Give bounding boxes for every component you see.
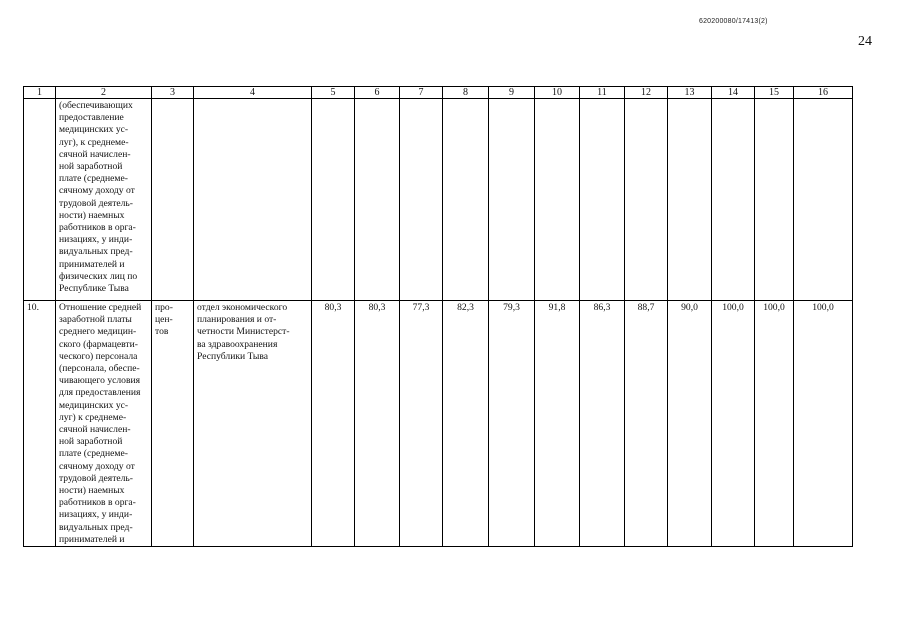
cell-text-line: ной заработной <box>59 161 123 173</box>
value-cell <box>312 99 355 301</box>
value-cell <box>794 99 853 301</box>
value-cell: 80,3 <box>355 301 400 547</box>
document-code: 620200080/17413(2) <box>699 18 768 25</box>
column-header: 9 <box>489 87 535 99</box>
cell-text-line: низациях, у инди- <box>59 509 133 521</box>
cell-text-line: ческого) персонала <box>59 350 138 362</box>
cell-text-line: видуальных пред- <box>59 521 133 533</box>
page-number: 24 <box>858 34 872 49</box>
value-cell <box>668 99 712 301</box>
cell-text-line: принимателей и <box>59 258 125 270</box>
cell-text-line: сячному доходу от <box>59 460 135 472</box>
cell-text-line: заработной платы <box>59 314 132 326</box>
cell-text-line: ности) наемных <box>59 209 125 221</box>
cell-text-line: низациях, у инди- <box>59 234 133 246</box>
column-header: 6 <box>355 87 400 99</box>
value-cell: 80,3 <box>312 301 355 547</box>
column-header: 15 <box>755 87 794 99</box>
cell-text-line: тов <box>155 326 169 338</box>
cell-text-line: среднего медицин- <box>59 326 137 338</box>
value-cell <box>443 99 489 301</box>
cell-text-line: планирования и от- <box>197 314 277 326</box>
indicator-cell <box>56 99 152 301</box>
cell-text-line: сячной начислен- <box>59 148 131 160</box>
cell-text-line: четности Министерст- <box>197 326 290 338</box>
row-number: 10. <box>24 301 56 547</box>
row-number <box>24 99 56 301</box>
cell-text-line: Республике Тыва <box>59 283 129 295</box>
cell-text-line: (обеспечивающих <box>59 100 133 111</box>
cell-text-line: Отношение средней <box>59 302 142 313</box>
cell-text-line: ва здравоохранения <box>197 338 278 350</box>
cell-text-line: трудовой деятель- <box>59 472 134 484</box>
unit-cell <box>152 301 194 547</box>
responsible-cell <box>194 301 312 547</box>
cell-text-line: чивающего условия <box>59 375 141 387</box>
column-header: 11 <box>580 87 625 99</box>
value-cell <box>535 99 580 301</box>
cell-text-line: про- <box>155 302 173 313</box>
cell-text-line: плате (среднеме- <box>59 448 128 460</box>
cell-text-line: сячной начислен- <box>59 424 131 436</box>
cell-text-line: цен- <box>155 314 173 326</box>
value-cell: 77,3 <box>400 301 443 547</box>
data-table <box>23 86 853 547</box>
cell-text-line: предоставление <box>59 112 124 124</box>
value-cell <box>755 99 794 301</box>
column-header: 14 <box>712 87 755 99</box>
cell-text-line: ной заработной <box>59 436 123 448</box>
value-cell: 88,7 <box>625 301 668 547</box>
value-cell <box>489 99 535 301</box>
value-cell: 100,0 <box>712 301 755 547</box>
value-cell <box>400 99 443 301</box>
cell-text-line: плате (среднеме- <box>59 173 128 185</box>
cell-text-line: принимателей и <box>59 533 125 545</box>
cell-text-line: сячному доходу от <box>59 185 135 197</box>
cell-text-line: медицинских ус- <box>59 399 129 411</box>
cell-text-line: ности) наемных <box>59 485 125 497</box>
cell-text-line: (персонала, обеспе- <box>59 363 140 375</box>
column-header: 8 <box>443 87 489 99</box>
cell-text-line: луг) к среднеме- <box>59 411 127 423</box>
responsible-cell <box>194 99 312 301</box>
column-header: 12 <box>625 87 668 99</box>
value-cell: 79,3 <box>489 301 535 547</box>
cell-text-line: физических лиц по <box>59 270 138 282</box>
header-row <box>24 87 853 99</box>
column-header: 10 <box>535 87 580 99</box>
cell-text-line: трудовой деятель- <box>59 197 134 209</box>
value-cell: 100,0 <box>794 301 853 547</box>
value-cell <box>712 99 755 301</box>
column-header: 16 <box>794 87 853 99</box>
table-row <box>24 301 853 547</box>
column-header: 2 <box>56 87 152 99</box>
cell-text-line: Республики Тыва <box>197 350 269 362</box>
indicator-cell <box>56 301 152 547</box>
cell-text-line: работников в орга- <box>59 497 136 509</box>
value-cell: 82,3 <box>443 301 489 547</box>
column-header: 5 <box>312 87 355 99</box>
table-row <box>24 99 853 301</box>
column-header: 4 <box>194 87 312 99</box>
cell-text-line: видуальных пред- <box>59 246 133 258</box>
column-header: 13 <box>668 87 712 99</box>
column-header: 3 <box>152 87 194 99</box>
value-cell: 91,8 <box>535 301 580 547</box>
value-cell <box>625 99 668 301</box>
cell-text-line: отдел экономического <box>197 302 288 313</box>
cell-text-line: работников в орга- <box>59 222 136 234</box>
cell-text-line: для предоставления <box>59 387 141 399</box>
value-cell <box>355 99 400 301</box>
value-cell <box>580 99 625 301</box>
unit-cell <box>152 99 194 301</box>
value-cell: 100,0 <box>755 301 794 547</box>
cell-text-line: медицинских ус- <box>59 124 129 136</box>
cell-text-line: ского (фармацевти- <box>59 338 138 350</box>
cell-text-line: луг), к среднеме- <box>59 136 129 148</box>
value-cell: 86,3 <box>580 301 625 547</box>
value-cell: 90,0 <box>668 301 712 547</box>
column-header: 7 <box>400 87 443 99</box>
column-header: 1 <box>24 87 56 99</box>
